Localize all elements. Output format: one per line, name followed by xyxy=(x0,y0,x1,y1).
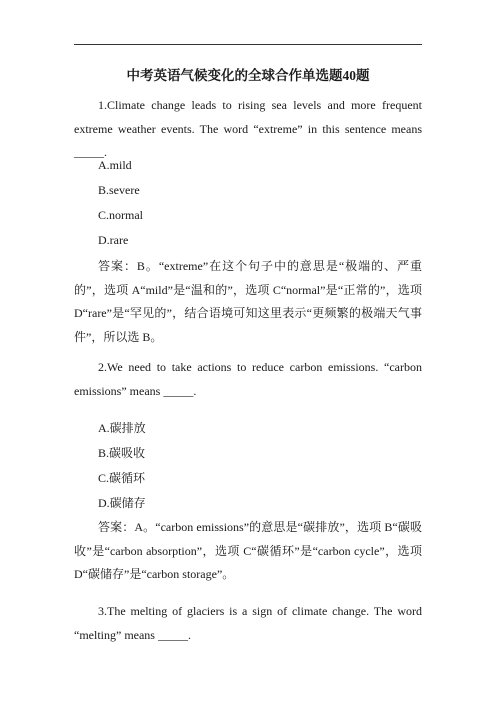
question-2-option-a: A.碳排放 xyxy=(98,421,146,435)
question-1-option-a: A.mild xyxy=(98,158,132,172)
question-2-stem: 2.We need to take actions to reduce carbon emissions. “carbon emissions” means _____. xyxy=(74,360,422,398)
question-1-option-d: D.rare xyxy=(98,233,129,247)
document-title: 中考英语气候变化的全球合作单选题40题 xyxy=(126,68,370,83)
question-1-answer: 答案：B。“extreme”在这个句子中的意思是“极端的、严重的”，选项 A“mild”是“温和的”，选项 C“normal”是“正常的”，选项 D“rare”是“罕见的”，结合语境可知这里表示“更频繁的极端天气事件”，所以选 B。 xyxy=(74,259,422,344)
question-1-option-c: C.normal xyxy=(98,208,143,222)
question-2-option-d: D.碳储存 xyxy=(98,496,146,510)
question-2-option-c: C.碳循环 xyxy=(98,471,146,485)
question-2-option-b: B.碳吸收 xyxy=(98,446,146,460)
question-2-answer: 答案：A。“carbon emissions”的意思是“碳排放”，选项 B“碳吸收”是“carbon absorption”，选项 C“碳循环”是“carbon cycle”，选项 D“碳储存”是“carbon storage”。 xyxy=(74,520,422,582)
header-rule xyxy=(74,44,422,45)
question-1-option-b: B.severe xyxy=(98,183,140,197)
question-1-stem: 1.Climate change leads to rising sea levels and more frequent extreme weather events. The word “extreme” in this sentence means _____. xyxy=(74,98,422,160)
question-3-stem: 3.The melting of glaciers is a sign of climate change. The word “melting” means _____. xyxy=(74,604,422,642)
